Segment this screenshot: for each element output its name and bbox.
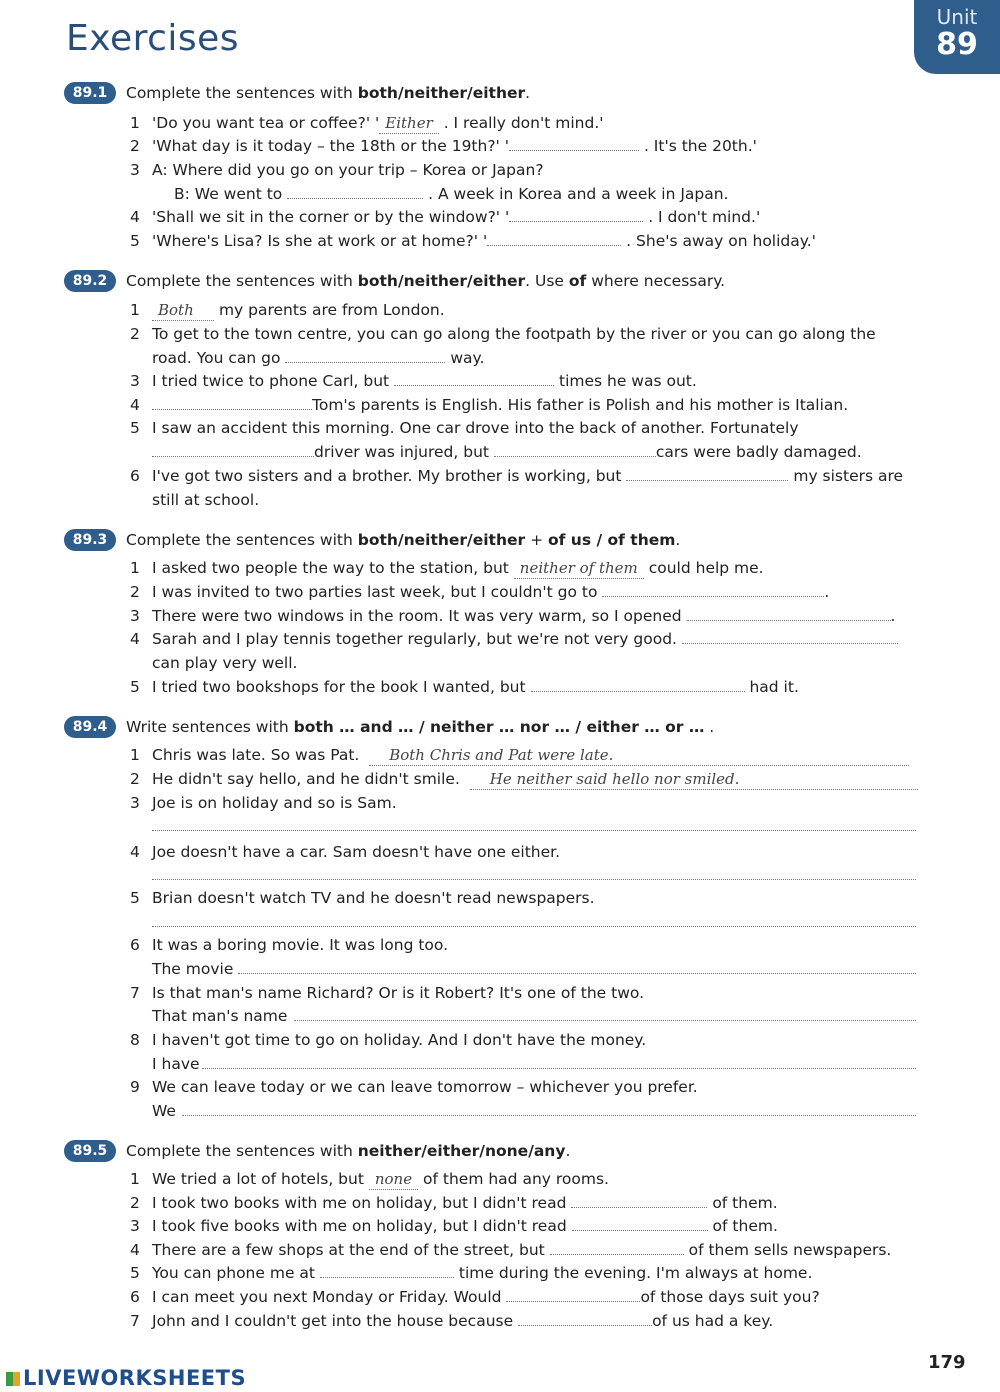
- unit-number: 89: [936, 27, 978, 62]
- answer-blank[interactable]: [571, 1193, 707, 1208]
- section-badge: 89.5: [64, 1140, 116, 1162]
- exercise-line: B: We went to . A week in Korea and a week in Japan.: [174, 185, 729, 203]
- answer-blank[interactable]: [287, 184, 423, 199]
- exercise-line: I haven't got time to go on holiday. And I don't have the money.: [152, 1031, 647, 1049]
- item-number: 7: [130, 984, 140, 1002]
- exercise-line: I saw an accident this morning. One car drove into the back of another. Fortunately: [152, 419, 799, 437]
- exercise-line: 'Shall we sit in the corner or by the window?' ' . I don't mind.': [152, 208, 761, 226]
- section-89-5-heading: [64, 1140, 570, 1162]
- section-badge: 89.4: [64, 716, 116, 738]
- page-title: Exercises: [66, 18, 240, 59]
- handwritten-answer[interactable]: neither of them: [514, 558, 644, 579]
- answer-blank[interactable]: [394, 371, 554, 386]
- answer-blank[interactable]: [626, 466, 788, 481]
- unit-label: Unit: [936, 5, 978, 29]
- answer-line[interactable]: [152, 926, 916, 927]
- exercise-line: I took five books with me on holiday, but I didn't read of them.: [152, 1217, 778, 1235]
- exercise-line: To get to the town centre, you can go along the footpath by the river or you can go along the: [152, 325, 876, 343]
- item-number: 6: [130, 467, 140, 485]
- exercise-line: still at school.: [152, 491, 260, 509]
- answer-line[interactable]: [152, 830, 916, 831]
- item-number: 4: [130, 843, 140, 861]
- handwritten-answer[interactable]: none: [369, 1169, 418, 1190]
- item-number: 5: [130, 1264, 140, 1282]
- section-badge: 89.2: [64, 270, 116, 292]
- item-number: 4: [130, 396, 140, 414]
- item-number: 3: [130, 1217, 140, 1235]
- item-number: 1: [130, 114, 140, 132]
- exercise-line: It was a boring movie. It was long too.: [152, 936, 449, 954]
- item-number: 9: [130, 1078, 140, 1096]
- exercise-line: There are a few shops at the end of the street, but of them sells newspapers.: [152, 1241, 892, 1259]
- section-badge: 89.1: [64, 82, 116, 104]
- exercise-line: You can phone me at time during the evening. I'm always at home.: [152, 1264, 813, 1282]
- answer-blank[interactable]: [320, 1263, 454, 1278]
- exercise-line: Sarah and I play tennis together regularly, but we're not very good.: [152, 629, 898, 649]
- exercise-line: I took two books with me on holiday, but I didn't read of them.: [152, 1194, 778, 1212]
- item-number: 8: [130, 1031, 140, 1049]
- answer-blank[interactable]: [531, 677, 745, 692]
- exercise-line: I've got two sisters and a brother. My brother is working, but my sisters are: [152, 467, 904, 485]
- item-number: 2: [130, 137, 140, 155]
- exercise-line: I asked two people the way to the station, but neither of them could help me.: [152, 559, 764, 577]
- exercise-line: We tried a lot of hotels, but none of them had any rooms.: [152, 1170, 609, 1188]
- answer-blank[interactable]: [506, 1287, 640, 1302]
- answer-blank[interactable]: [152, 442, 314, 457]
- handwritten-answer[interactable]: He neither said hello nor smiled.: [470, 769, 918, 790]
- item-number: 2: [130, 583, 140, 601]
- instruction: Write sentences with both … and … / neither … nor … / either … or … .: [126, 718, 715, 736]
- exercise-line: Both my parents are from London.: [152, 300, 445, 321]
- exercise-line: driver was injured, but cars were badly damaged.: [152, 442, 862, 462]
- exercise-line: He didn't say hello, and he didn't smile. He neither said hello nor smiled.: [152, 769, 918, 790]
- exercise-line: can play very well.: [152, 654, 298, 672]
- answer-blank[interactable]: [152, 395, 312, 410]
- item-number: 4: [130, 208, 140, 226]
- exercise-line: Joe is on holiday and so is Sam.: [152, 794, 397, 812]
- answer-blank[interactable]: [509, 207, 643, 222]
- item-number: 4: [130, 630, 140, 648]
- item-number: 5: [130, 232, 140, 250]
- answer-blank[interactable]: [487, 231, 621, 246]
- answer-line[interactable]: [238, 973, 916, 974]
- answer-line[interactable]: [294, 1020, 916, 1021]
- answer-blank[interactable]: [687, 606, 891, 621]
- item-number: 1: [130, 746, 140, 764]
- item-number: 2: [130, 1194, 140, 1212]
- exercise-line: That man's name: [152, 1007, 288, 1025]
- item-number: 2: [130, 770, 140, 788]
- exercise-line: Is that man's name Richard? Or is it Robert? It's one of the two.: [152, 984, 645, 1002]
- exercise-line: Tom's parents is English. His father is Polish and his mother is Italian.: [152, 395, 848, 415]
- exercise-line: The movie: [152, 960, 234, 978]
- item-number: 3: [130, 794, 140, 812]
- item-number: 3: [130, 607, 140, 625]
- item-number: 2: [130, 325, 140, 343]
- item-number: 4: [130, 1241, 140, 1259]
- answer-blank[interactable]: [494, 442, 656, 457]
- answer-line[interactable]: [152, 879, 916, 880]
- item-number: 3: [130, 372, 140, 390]
- section-badge: 89.3: [64, 529, 116, 551]
- exercise-line: Brian doesn't watch TV and he doesn't read newspapers.: [152, 889, 595, 907]
- answer-blank[interactable]: [602, 582, 824, 597]
- answer-blank[interactable]: [285, 348, 445, 363]
- item-number: 1: [130, 1170, 140, 1188]
- item-number: 5: [130, 419, 140, 437]
- exercise-line: We: [152, 1102, 176, 1120]
- instruction: Complete the sentences with both/neither/either. Use of where necessary.: [126, 272, 726, 290]
- liveworksheets-logo[interactable]: LIVEWORKSHEETS: [6, 1366, 246, 1390]
- instruction: Complete the sentences with neither/either/none/any.: [126, 1142, 571, 1160]
- exercise-line: I tried two bookshops for the book I wanted, but had it.: [152, 678, 799, 696]
- exercise-line: A: Where did you go on your trip – Korea or Japan?: [152, 161, 544, 179]
- exercise-line: 'Where's Lisa? Is she at work or at home?' ' . She's away on holiday.': [152, 232, 816, 250]
- exercise-line: I tried twice to phone Carl, but times he was out.: [152, 372, 697, 390]
- exercise-line: 'What day is it today – the 18th or the 19th?' ' . It's the 20th.': [152, 137, 757, 155]
- handwritten-answer[interactable]: Both: [152, 300, 214, 321]
- item-number: 5: [130, 678, 140, 696]
- answer-blank[interactable]: [550, 1240, 684, 1255]
- section-89-2-heading: [64, 270, 725, 292]
- item-number: 3: [130, 161, 140, 179]
- page-number: 179: [928, 1352, 966, 1373]
- exercise-line: Chris was late. So was Pat. Both Chris and Pat were late.: [152, 745, 909, 766]
- item-number: 1: [130, 301, 140, 319]
- item-number: 6: [130, 936, 140, 954]
- answer-blank[interactable]: [682, 629, 898, 644]
- exercise-line: Joe doesn't have a car. Sam doesn't have one either.: [152, 843, 561, 861]
- handwritten-answer[interactable]: Either: [379, 113, 438, 134]
- exercise-line: I can meet you next Monday or Friday. Would of those days suit you?: [152, 1288, 820, 1306]
- answer-line[interactable]: [202, 1068, 916, 1069]
- section-89-4-heading: [64, 716, 714, 738]
- exercise-line: I was invited to two parties last week, but I couldn't go to .: [152, 583, 830, 601]
- exercise-line: I have: [152, 1055, 200, 1073]
- answer-blank[interactable]: [509, 136, 639, 151]
- instruction: Complete the sentences with both/neither/either.: [126, 84, 531, 102]
- exercise-line: road. You can go way.: [152, 349, 485, 367]
- section-89-3-heading: [64, 529, 680, 551]
- handwritten-answer[interactable]: Both Chris and Pat were late.: [369, 745, 909, 766]
- item-number: 1: [130, 559, 140, 577]
- item-number: 7: [130, 1312, 140, 1330]
- answer-line[interactable]: [182, 1115, 916, 1116]
- answer-blank[interactable]: [572, 1216, 708, 1231]
- item-number: 6: [130, 1288, 140, 1306]
- section-89-1-heading: [64, 82, 530, 104]
- exercise-line: John and I couldn't get into the house because of us had a key.: [152, 1312, 774, 1330]
- logo-icon: [6, 1372, 20, 1386]
- unit-tab: [914, 0, 1000, 74]
- answer-blank[interactable]: [518, 1311, 652, 1326]
- instruction: Complete the sentences with both/neither/either + of us / of them.: [126, 531, 681, 549]
- exercise-line: 'Do you want tea or coffee?' ' Either . I really don't mind.': [152, 114, 604, 132]
- exercise-line: There were two windows in the room. It was very warm, so I opened .: [152, 607, 896, 625]
- exercise-line: We can leave today or we can leave tomorrow – whichever you prefer.: [152, 1078, 698, 1096]
- item-number: 5: [130, 889, 140, 907]
